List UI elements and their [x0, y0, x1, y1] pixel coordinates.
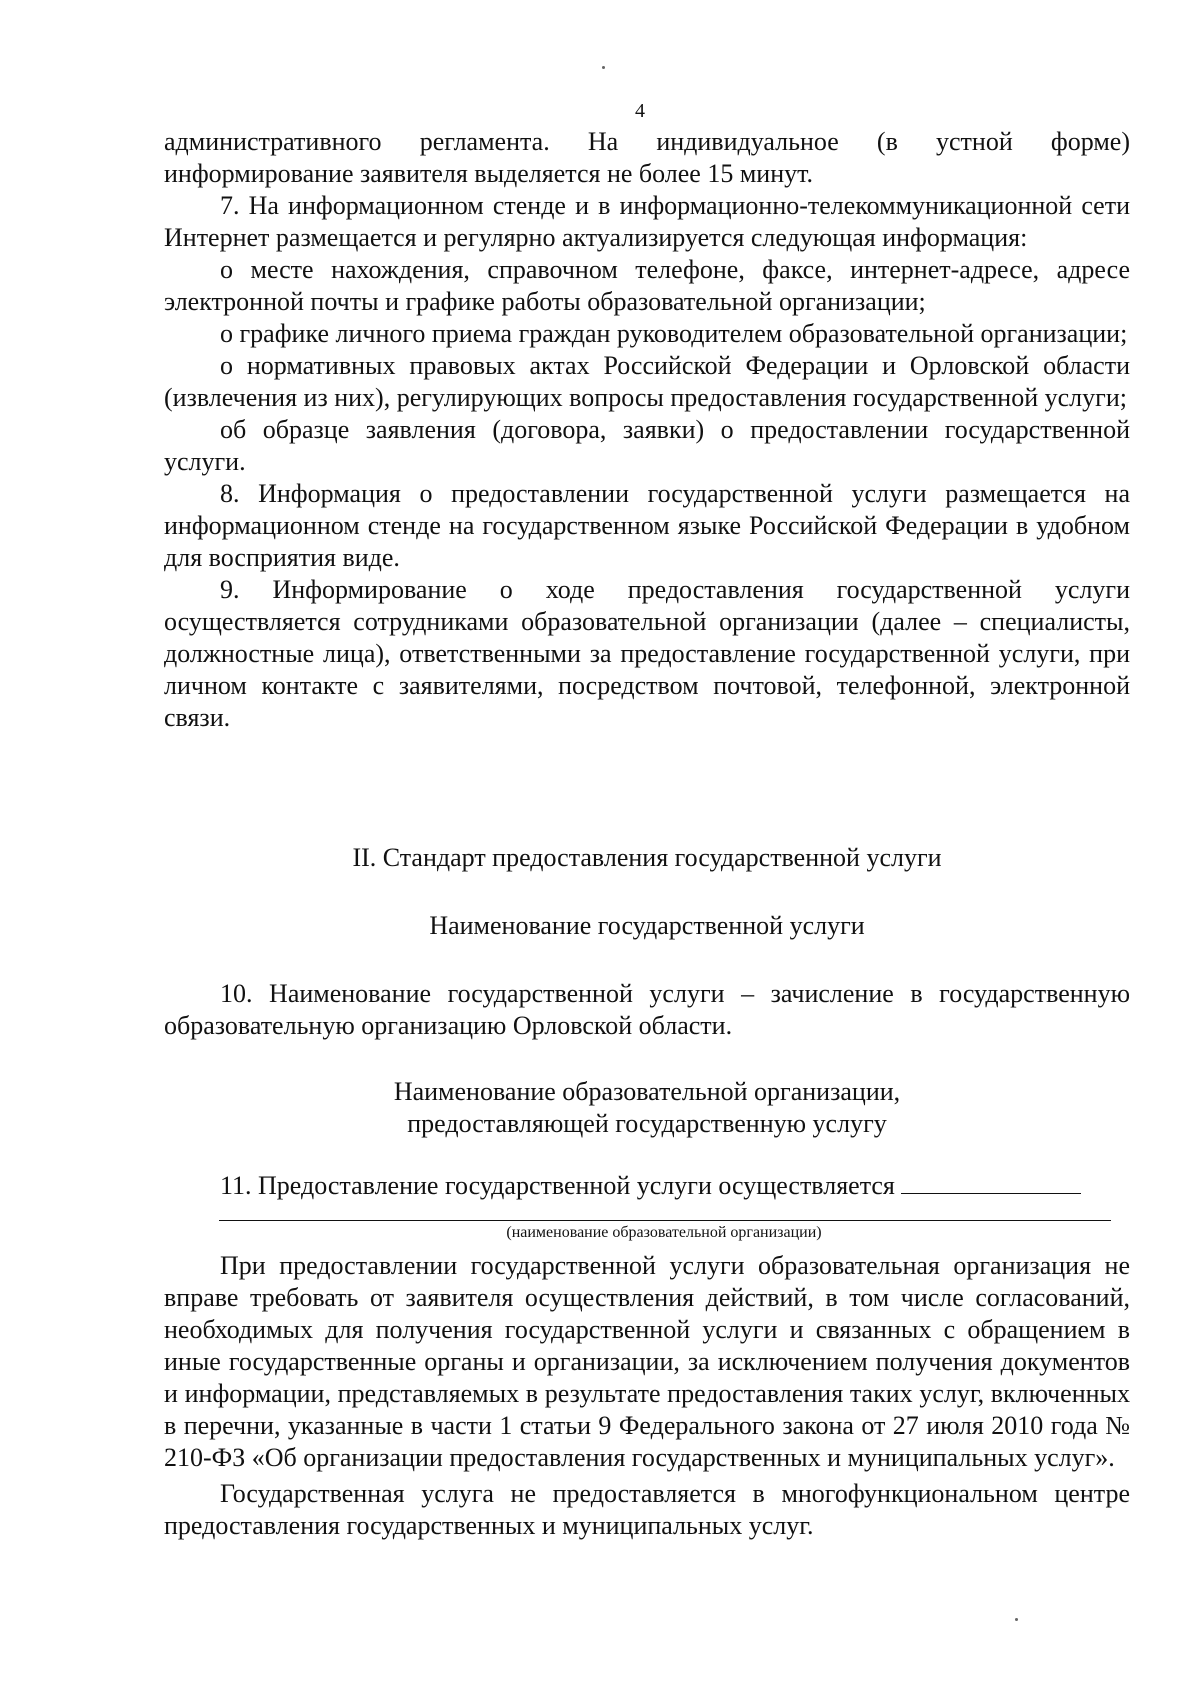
paragraph-10: 10. Наименование государственной услуги – зачисление в государственную образовательную организацию Орловской области.: [164, 979, 1130, 1040]
paragraph-9: 9. Информирование о ходе предоставления государственной услуги осуществляется сотрудниками образовательной организации (далее – специалисты, должностные лица), ответственными за предоставление государственной услуги, при личном контакте с заявителями, посредством почтовой, телефонной, электронной связи.: [164, 575, 1130, 732]
subheading-org-line-1: Наименование образовательной организации,: [393, 1077, 901, 1106]
blank-fill-line: [901, 1173, 1081, 1194]
body-text-bottom: [164, 1250, 1130, 1542]
paragraph-11-block: [164, 1170, 1130, 1202]
subheading-service-name: Наименование государственной услуги: [429, 911, 865, 940]
scan-speck: [602, 66, 605, 69]
paragraph-10-block: [164, 978, 1130, 1042]
paragraph-8: 8. Информация о предоставлении государственной услуги размещается на информационном стенде на государственном языке Российской Федерации в удобном для восприятия виде.: [164, 479, 1130, 572]
paragraph-7-item-location: о месте нахождения, справочном телефоне, факсе, интернет-адресе, адресе электронной почты и графике работы образовательной организации;: [164, 255, 1130, 316]
section-2-block: [164, 842, 1130, 874]
paragraph-7: 7. На информационном стенде и в информационно-телекоммуникационной сети Интернет размещается и регулярно актуализируется следующая информация:: [164, 191, 1130, 252]
paragraph-7-item-schedule: о графике личного приема граждан руководителем образовательной организации;: [220, 319, 1128, 348]
underline-caption: (наименование образовательной организации): [506, 1224, 822, 1241]
paragraph-11-mfc: Государственная услуга не предоставляется в многофункциональном центре предоставления государственных и муниципальных услуг.: [164, 1479, 1130, 1540]
paragraph-continuation: административного регламента. На индивидуальное (в устной форме) информирование заявителя выделяется не более 15 минут.: [164, 127, 1130, 188]
subheading-org-block: [164, 1076, 1130, 1140]
body-text-top: [164, 126, 1130, 734]
paragraph-11: [164, 1170, 1130, 1202]
section-2-title: II. Стандарт предоставления государственной услуги: [352, 843, 942, 872]
paragraph-7-item-acts: о нормативных правовых актах Российской Федерации и Орловской области (извлечения из них), регулирующих вопросы предоставления государственной услуги;: [164, 351, 1130, 412]
paragraph-7-item-sample: об образце заявления (договора, заявки) о предоставлении государственной услуги.: [164, 415, 1130, 476]
paragraph-11-restrictions: При предоставлении государственной услуги образовательная организация не вправе требовать от заявителя осуществления действий, в том числе согласований, необходимых для получения государственной услуги и связанных с обращением в иные государственные органы и организации, за исключением получения документов и информации, представляемых в результате предоставления таких услуг, включенных в перечни, указанные в части 1 статьи 9 Федерального закона от 27 июля 2010 года № 210-ФЗ «Об организации предоставления государственных и муниципальных услуг».: [164, 1251, 1130, 1472]
page-number: 4: [635, 100, 645, 122]
scan-speck: [1015, 1618, 1018, 1621]
paragraph-11-text: 11. Предоставление государственной услуги осуществляется: [220, 1171, 895, 1200]
subheading-block: [164, 910, 1130, 942]
subheading-org-line-2: предоставляющей государственную услугу: [407, 1109, 887, 1138]
blank-underline-rule: [219, 1220, 1111, 1221]
